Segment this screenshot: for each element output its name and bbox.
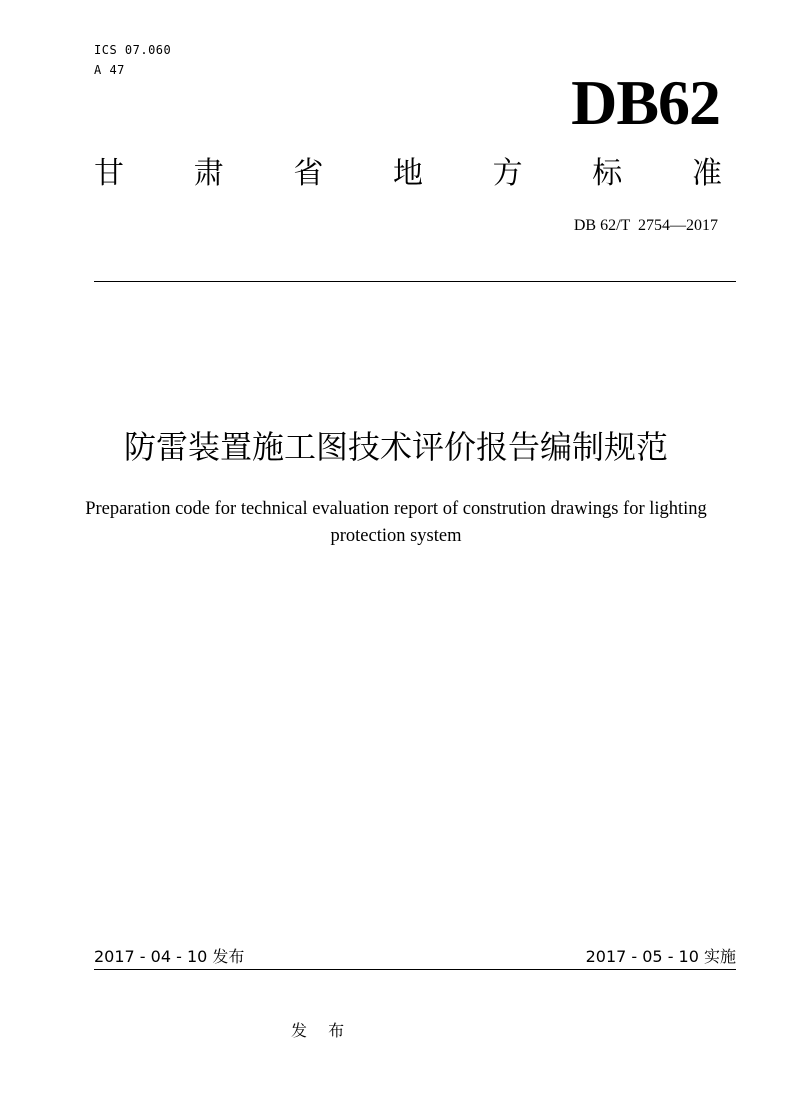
dates-row xyxy=(94,946,736,968)
document-title-en-line: Preparation code for technical evaluation report of constrution drawings for lighting xyxy=(85,499,707,519)
standard-name-char: 准 xyxy=(691,156,722,191)
implement-date: 2017 - 05 - 10 实施 xyxy=(585,947,736,966)
classification-codes xyxy=(94,40,171,80)
footer-divider xyxy=(94,969,736,970)
standard-name-char: 方 xyxy=(492,156,523,191)
standard-name-char: 省 xyxy=(293,156,324,191)
issue-date: 2017 - 04 - 10 发布 xyxy=(94,947,245,966)
document-title-en xyxy=(60,496,732,550)
header-divider xyxy=(94,281,736,282)
publisher-line: 发 布 xyxy=(291,1021,353,1040)
document-title-en-line: protection system xyxy=(330,526,462,546)
standard-name-char: 甘 xyxy=(94,156,124,191)
standard-code: DB 62/T 2754—2017 xyxy=(573,217,718,234)
document-title-cn: 防雷装置施工图技术评价报告编制规范 xyxy=(123,428,668,466)
standard-name-char: 肃 xyxy=(193,156,224,191)
ics-code: ICS 07.060 xyxy=(94,43,172,57)
db62-logo: DB62 xyxy=(571,67,720,138)
standard-name-char: 标 xyxy=(592,156,623,191)
standard-name-char: 地 xyxy=(392,156,423,191)
standard-name xyxy=(94,154,722,194)
ccs-code: A 47 xyxy=(94,63,125,77)
